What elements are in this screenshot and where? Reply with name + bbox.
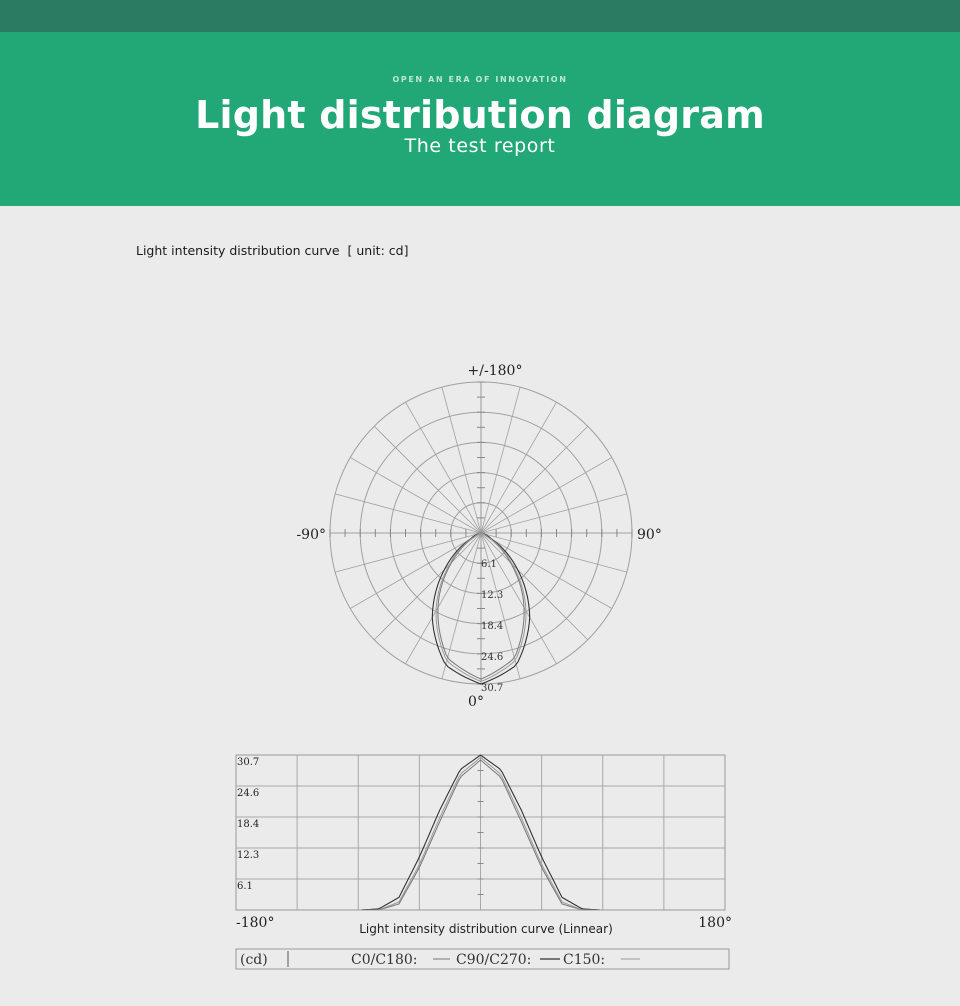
polar-ring-label: 30.7 [481, 683, 504, 694]
polar-spoke [481, 426, 588, 533]
linear-y-label: 18.4 [237, 819, 260, 830]
polar-spoke [350, 458, 481, 534]
polar-label-top: +/-180° [467, 363, 523, 379]
polar-ring-label: 6.1 [481, 559, 497, 570]
linear-caption: Light intensity distribution curve (Linnear) [359, 922, 613, 936]
polar-ring-label: 24.6 [481, 652, 504, 663]
linear-y-label: 12.3 [237, 850, 260, 861]
polar-spoke [335, 494, 481, 533]
polar-spoke [374, 533, 481, 640]
polar-spoke [481, 402, 557, 533]
linear-grid [236, 755, 725, 910]
linear-x-left-label: -180° [236, 915, 275, 931]
polar-spoke [406, 402, 482, 533]
page-subtitle: The test report [404, 135, 556, 157]
polar-spoke [350, 533, 481, 609]
polar-spoke [442, 387, 481, 533]
polar-spoke [481, 387, 520, 533]
legend-c150: C150: [563, 952, 606, 968]
polar-spoke [481, 458, 612, 534]
polar-spoke [374, 426, 481, 533]
tagline: OPEN AN ERA OF INNOVATION [392, 75, 568, 84]
legend-c90: C90/C270: [456, 952, 532, 968]
linear-y-label: 6.1 [237, 881, 253, 892]
linear-x-right-label: 180° [698, 915, 732, 931]
polar-spoke [481, 533, 627, 572]
polar-ring-label: 12.3 [481, 590, 504, 601]
polar-label-right: 90° [637, 527, 662, 543]
legend-c0: C0/C180: [351, 952, 418, 968]
polar-spoke [481, 494, 627, 533]
polar-ring-label: 18.4 [481, 621, 504, 632]
polar-spoke [406, 533, 482, 664]
page-title: Light distribution diagram [195, 93, 765, 137]
polar-spoke [335, 533, 481, 572]
polar-label-bottom: 0° [468, 694, 484, 710]
polar-label-left: -90° [296, 527, 326, 543]
section-label: Light intensity distribution curve [ unit: cd] [136, 243, 409, 258]
linear-y-label: 30.7 [237, 757, 260, 768]
legend-unit: (cd) [240, 952, 268, 968]
linear-y-label: 24.6 [237, 788, 260, 799]
